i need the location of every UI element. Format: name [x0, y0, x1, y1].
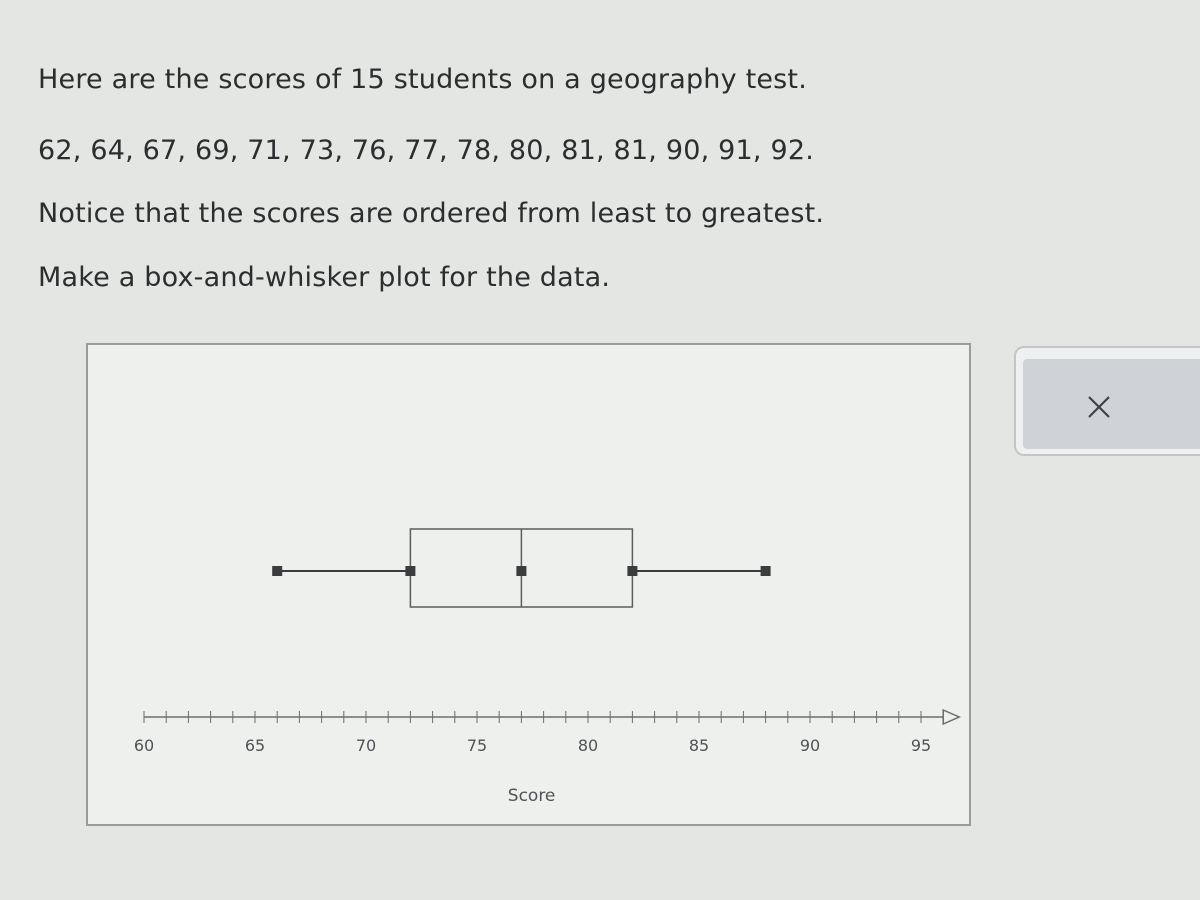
tick-label: 65 [244, 736, 266, 755]
intro-text: Here are the scores of 15 students on a geography test. [38, 64, 808, 95]
scores-list: 62, 64, 67, 69, 71, 73, 76, 77, 78, 80, 81, 81, 90, 91, 92. [38, 135, 815, 166]
handle-median[interactable] [516, 566, 526, 576]
handle-q3[interactable] [627, 566, 637, 576]
tool-panel [1014, 346, 1200, 456]
handle-q1[interactable] [405, 566, 415, 576]
number-line [134, 710, 959, 755]
handle-max[interactable] [761, 566, 771, 576]
handle-min[interactable] [272, 566, 282, 576]
tick-label: 85 [688, 736, 710, 755]
ordering-note: Notice that the scores are ordered from least to greatest. [38, 198, 825, 229]
tick-label: 75 [466, 736, 488, 755]
x-icon [1087, 395, 1111, 419]
box-and-whisker[interactable] [272, 529, 770, 607]
tick-label: 80 [577, 736, 599, 755]
tick-label: 90 [799, 736, 821, 755]
tick-label: 60 [133, 736, 155, 755]
clear-button[interactable] [1023, 359, 1200, 449]
instruction-text: Make a box-and-whisker plot for the data. [38, 262, 611, 293]
box-plot-panel[interactable] [86, 343, 971, 826]
tick-label: 70 [355, 736, 377, 755]
tick-label: 95 [910, 736, 932, 755]
axis-arrow-icon [943, 710, 959, 724]
axis-title: Score [507, 786, 556, 806]
box-plot-canvas[interactable] [88, 345, 973, 828]
